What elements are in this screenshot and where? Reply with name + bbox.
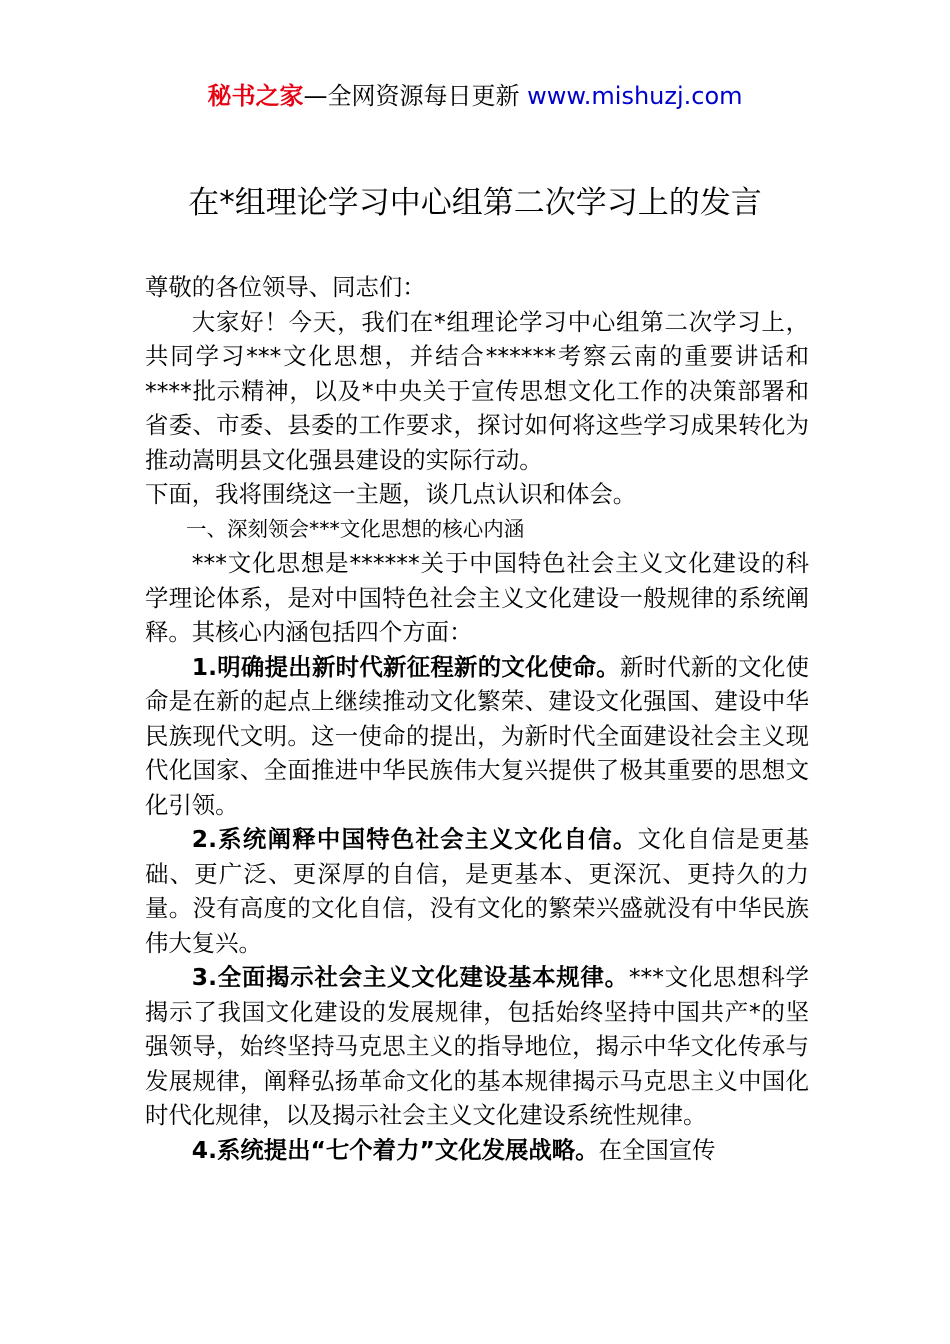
section-heading-1: 一、深刻领会***文化思想的核心内涵	[186, 516, 525, 541]
intro-paragraph: 大家好！今天，我们在*组理论学习中心组第二次学习上，共同学习***文化思想，并结合******考察云南的重要讲话和****批示精神，以及*中央关于宣传思想文化工作的决策部署和省委、市委、县委的工作要求，探讨如何将这些学习成果转化为推动嵩明县文化强县建设的实际行动。	[145, 307, 809, 474]
point-1-heading: 1.明确提出新时代新征程新的文化使命。	[191, 652, 620, 681]
point-2-heading: 2.系统阐释中国特色社会主义文化自信。	[191, 825, 638, 853]
point-paragraph-4	[145, 1133, 809, 1168]
point-paragraph-3	[145, 960, 809, 1133]
site-header	[0, 80, 950, 112]
intro-continuation: 下面，我将围绕这一主题，谈几点认识和体会。	[145, 480, 637, 508]
point-1-text: 新时代新的文化使命是在新的起点上继续推动文化繁荣、建设文化强国、建设中华民族现代文明。这一使命的提出，为新时代全面建设社会主义现代化国家、全面推进中华民族伟大复兴提供了极其重要的思想文化引领。	[145, 652, 809, 819]
point-4-text: 在全国宣传	[598, 1135, 716, 1164]
salutation: 尊敬的各位领导、同志们：	[145, 273, 426, 301]
point-2-text: 文化自信是更基础、更广泛、更深厚的自信，是更基本、更深沉、更持久的力量。没有高度的文化自信，没有文化的繁荣兴盛就没有中华民族伟大复兴。	[145, 825, 809, 957]
point-4-heading: 4.系统提出“七个着力”文化发展战略。	[191, 1135, 599, 1164]
point-3-heading: 3.全面揭示社会主义文化建设基本规律。	[191, 963, 629, 991]
site-brand: 秘书之家	[207, 82, 304, 110]
site-tagline: —全网资源每日更新	[303, 82, 528, 110]
point-paragraph-1	[145, 650, 809, 823]
section-1-intro: ***文化思想是******关于中国特色社会主义文化建设的科学理论体系，是对中国特色社会主义文化建设一般规律的系统阐释。其核心内涵包括四个方面：	[145, 549, 809, 646]
point-3-text: ***文化思想科学揭示了我国文化建设的发展规律，包括始终坚持中国共产*的坚强领导，始终坚持马克思主义的指导地位，揭示中华文化传承与发展规律，阐释弘扬革命文化的基本规律揭示马克思主义中国化时代化规律，以及揭示社会主义文化建设系统性规律。	[145, 963, 809, 1129]
document-body	[145, 270, 809, 1167]
document-title: 在*组理论学习中心组第二次学习上的发言	[188, 185, 762, 221]
point-paragraph-2	[145, 822, 809, 960]
site-url-link[interactable]: www.mishuzj.com	[527, 82, 743, 110]
